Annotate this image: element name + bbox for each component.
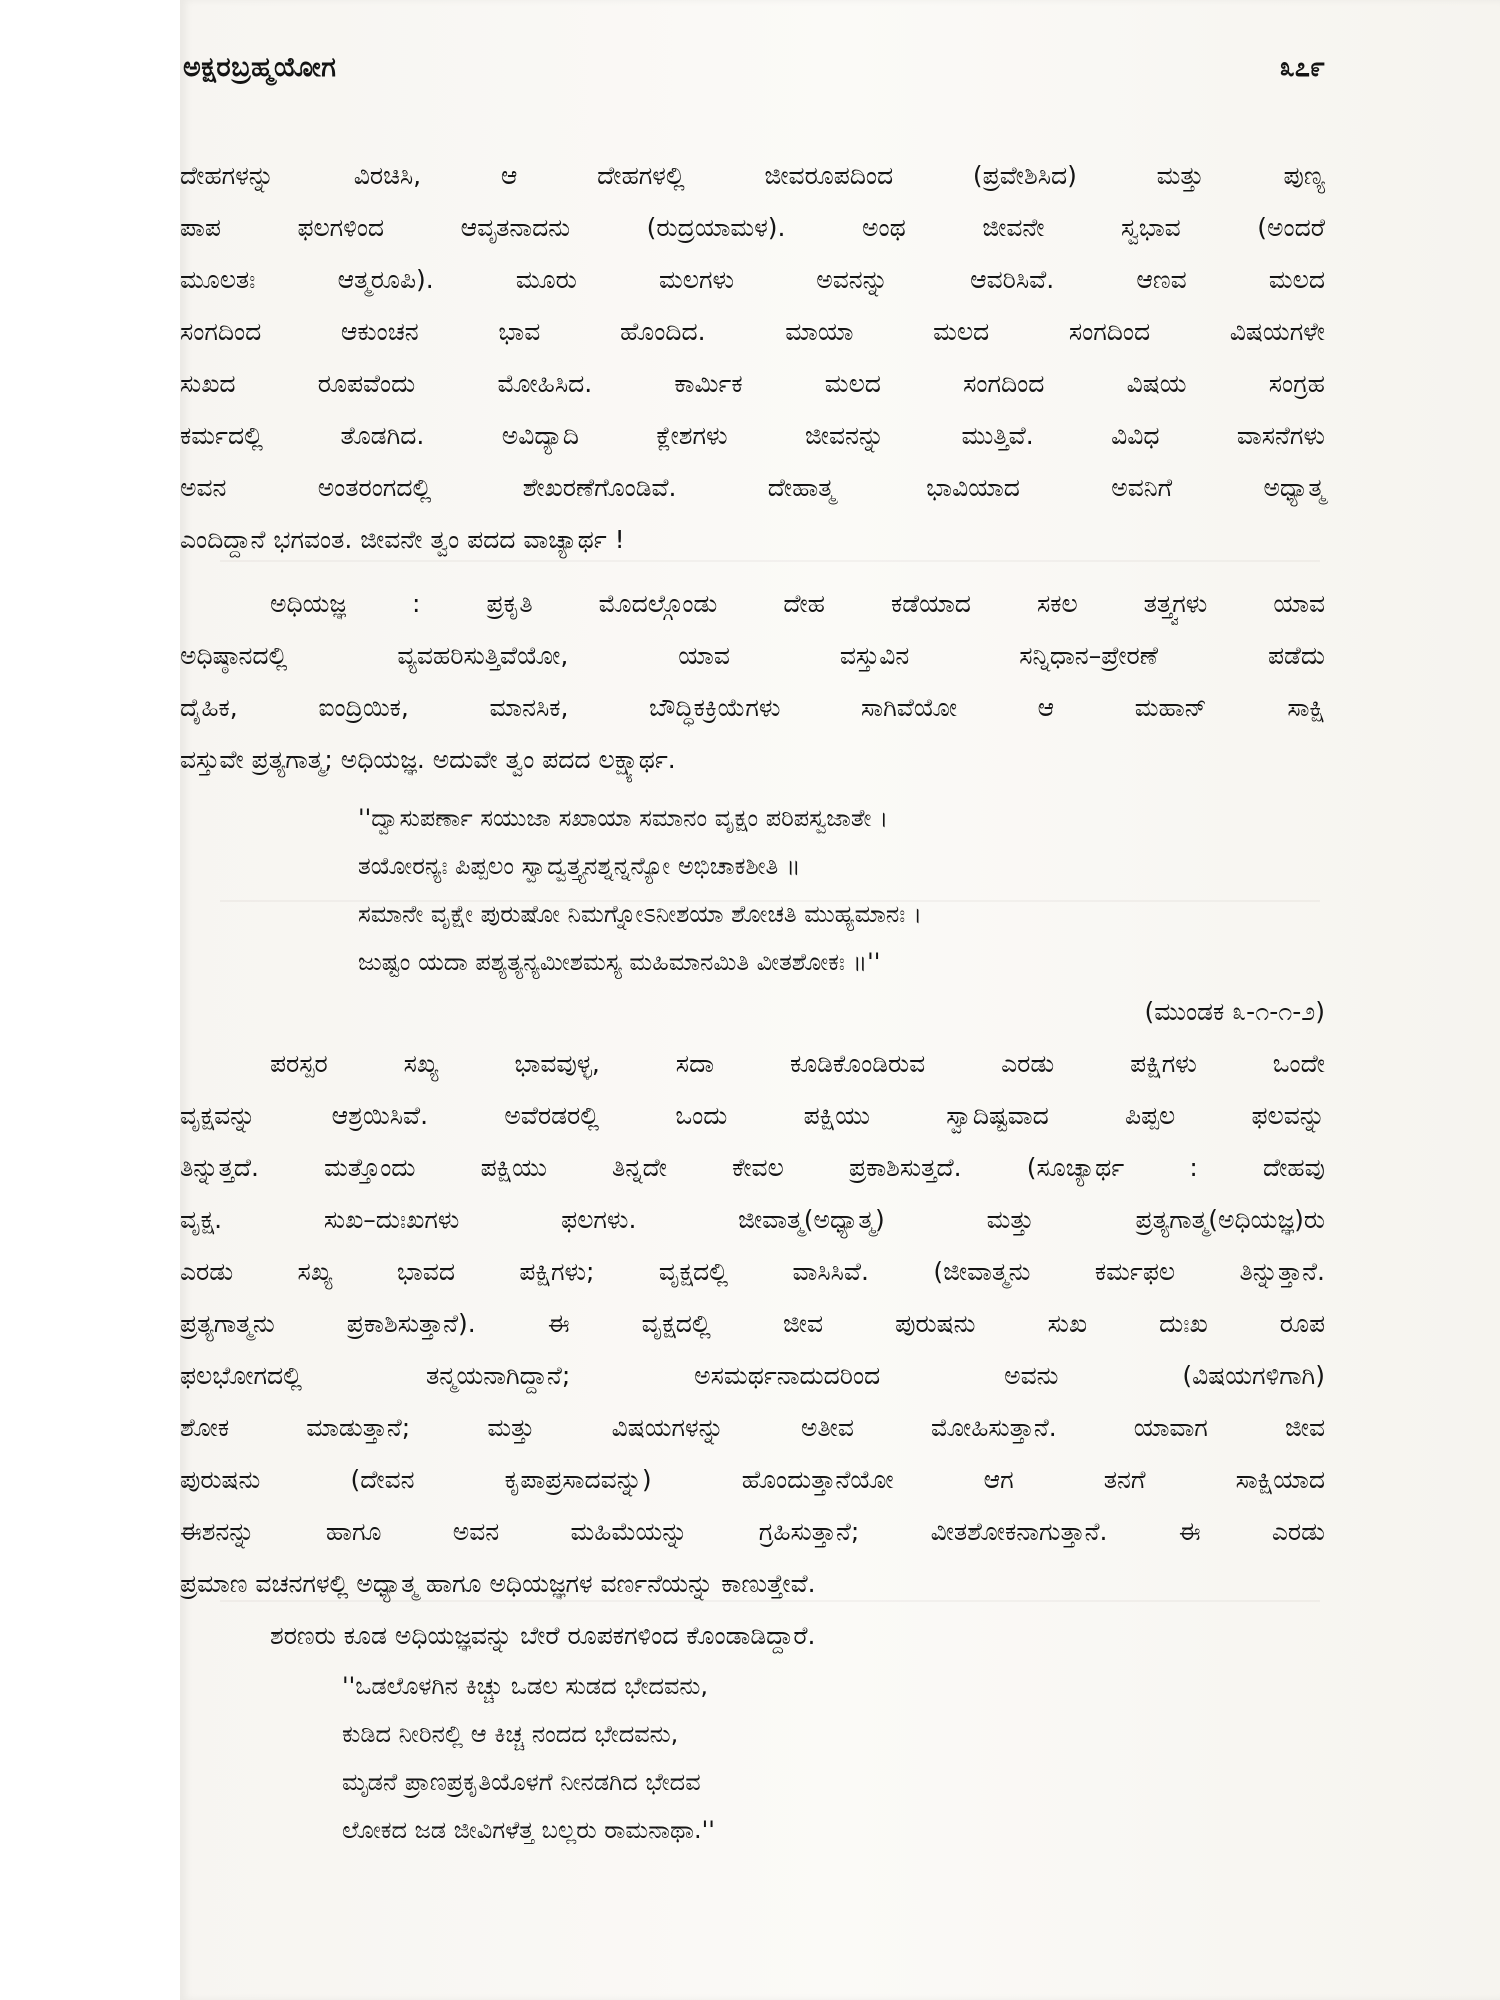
body-text (180, 150, 1325, 1854)
text-line: ಪರಸ್ಪರ ಸಖ್ಯ ಭಾವವುಳ್ಳ, ಸದಾ ಕೂಡಿಕೊಂಡಿರುವ ಎರಡು ಪಕ್ಷಿಗಳು ಒಂದೇ (270, 1049, 1325, 1078)
text-line: ವೃಕ್ಷವನ್ನು ಆಶ್ರಯಿಸಿವೆ. ಅವೆರಡರಲ್ಲಿ ಒಂದು ಪಕ್ಷಿಯು ಸ್ವಾದಿಷ್ಟವಾದ ಪಿಪ್ಪಲ ಫಲವನ್ನು (180, 1101, 1325, 1130)
verse-line: ತಯೋರನ್ಯಃ ಪಿಪ್ಪಲಂ ಸ್ವಾದ್ವತ್ತ್ಯನಶ್ನನ್ನನ್ಯೋ ಅಭಿಚಾಕಶೀತಿ ॥ (358, 852, 801, 880)
text-line: ಎರಡು ಸಖ್ಯ ಭಾವದ ಪಕ್ಷಿಗಳು; ವೃಕ್ಷದಲ್ಲಿ ವಾಸಿಸಿವೆ. (ಜೀವಾತ್ಮನು ಕರ್ಮಫಲ ತಿನ್ನುತ್ತಾನೆ. (180, 1257, 1325, 1286)
text-line: ವಸ್ತುವೇ ಪ್ರತ್ಯಗಾತ್ಮ; ಅಧಿಯಜ್ಞ. ಅದುವೇ ತ್ವಂ ಪದದ ಲಕ್ಷ್ಯಾರ್ಥ. (180, 745, 676, 774)
chapter-title: ಅಕ್ಷರಬ್ರಹ್ಮಯೋಗ (183, 52, 337, 83)
paragraph-3 (180, 1038, 1325, 1610)
text-line: ಪುರುಷನು (ದೇವನ ಕೃಪಾಪ್ರಸಾದವನ್ನು) ಹೊಂದುತ್ತಾನೆಯೋ ಆಗ ತನಗೆ ಸಾಕ್ಷಿಯಾದ (180, 1465, 1325, 1494)
text-line: ಫಲಭೋಗದಲ್ಲಿ ತನ್ಮಯನಾಗಿದ್ದಾನೆ; ಅಸಮರ್ಥನಾದುದರಿಂದ ಅವನು (ವಿಷಯಗಳಿಗಾಗಿ) (180, 1361, 1325, 1390)
paragraph-4 (180, 1610, 1325, 1662)
text-line: ಅವನ ಅಂತರಂಗದಲ್ಲಿ ಶೇಖರಣೆಗೊಂಡಿವೆ. ದೇಹಾತ್ಮ ಭಾವಿಯಾದ ಅವನಿಗೆ ಅಧ್ಯಾತ್ಮ (180, 473, 1325, 502)
verse-line: ಕುಡಿದ ನೀರಿನಲ್ಲಿ ಆ ಕಿಚ್ಚ ನಂದದ ಭೇದವನು, (342, 1720, 679, 1748)
text-line: ತಿನ್ನುತ್ತದೆ. ಮತ್ತೊಂದು ಪಕ್ಷಿಯು ತಿನ್ನದೇ ಕೇವಲ ಪ್ರಕಾಶಿಸುತ್ತದೆ. (ಸೂಚ್ಯಾರ್ಥ : ದೇಹವು (180, 1153, 1325, 1182)
book-page (180, 0, 1500, 2000)
scan-margin (0, 0, 180, 2000)
text-line: ಪ್ರಮಾಣ ವಚನಗಳಲ್ಲಿ ಅಧ್ಯಾತ್ಮ ಹಾಗೂ ಅಧಿಯಜ್ಞಗಳ ವರ್ಣನೆಯನ್ನು ಕಾಣುತ್ತೇವೆ. (180, 1569, 816, 1598)
page-number: ೩೭೯ (1279, 52, 1325, 83)
text-line: ಸಂಗದಿಂದ ಆಕುಂಚನ ಭಾವ ಹೊಂದಿದ. ಮಾಯಾ ಮಲದ ಸಂಗದಿಂದ ವಿಷಯಗಳೇ (180, 317, 1325, 346)
verse-line: ಲೋಕದ ಜಡ ಜೀವಿಗಳೆತ್ತ ಬಲ್ಲರು ರಾಮನಾಥಾ.'' (342, 1816, 715, 1844)
text-line: ಎಂದಿದ್ದಾನೆ ಭಗವಂತ. ಜೀವನೇ ತ್ವಂ ಪದದ ವಾಚ್ಯಾರ್ಥ ! (180, 525, 625, 554)
text-line: ಮೂಲತಃ ಆತ್ಮರೂಪಿ). ಮೂರು ಮಲಗಳು ಅವನನ್ನು ಆವರಿಸಿವೆ. ಆಣವ ಮಲದ (180, 265, 1325, 294)
text-line: ಶೋಕ ಮಾಡುತ್ತಾನೆ; ಮತ್ತು ವಿಷಯಗಳನ್ನು ಅತೀವ ಮೋಹಿಸುತ್ತಾನೆ. ಯಾವಾಗ ಜೀವ (180, 1413, 1325, 1442)
text-line: ವೃಕ್ಷ. ಸುಖ–ದುಃಖಗಳು ಫಲಗಳು. ಜೀವಾತ್ಮ(ಅಧ್ಯಾತ್ಮ) ಮತ್ತು ಪ್ರತ್ಯಗಾತ್ಮ(ಅಧಿಯಜ್ಞ)ರು (180, 1205, 1325, 1234)
verse-line: ಮೃಡನೆ ಪ್ರಾಣಪ್ರಕೃತಿಯೊಳಗೆ ನೀನಡಗಿದ ಭೇದವ (342, 1768, 701, 1796)
text-line: ಪ್ರತ್ಯಗಾತ್ಮನು ಪ್ರಕಾಶಿಸುತ್ತಾನೆ). ಈ ವೃಕ್ಷದಲ್ಲಿ ಜೀವ ಪುರುಷನು ಸುಖ ದುಃಖ ರೂಪ (180, 1309, 1325, 1338)
verse-block-2 (180, 1662, 1325, 1854)
running-header (183, 52, 1325, 92)
text-line: ದೈಹಿಕ, ಐಂದ್ರಿಯಿಕ, ಮಾನಸಿಕ, ಬೌದ್ಧಿಕಕ್ರಿಯೆಗಳು ಸಾಗಿವೆಯೋ ಆ ಮಹಾನ್ ಸಾಕ್ಷಿ (180, 693, 1325, 722)
text-line: ಪಾಪ ಫಲಗಳಿಂದ ಆವೃತನಾದನು (ರುದ್ರಯಾಮಳ). ಅಂಥ ಜೀವನೇ ಸ್ವಭಾವ (ಅಂದರೆ (180, 213, 1325, 242)
verse-block-1 (180, 794, 1325, 1038)
verse-citation: (ಮುಂಡಕ ೩-೧-೧-೨) (1144, 997, 1325, 1026)
text-line: ಸುಖದ ರೂಪವೆಂದು ಮೋಹಿಸಿದ. ಕಾರ್ಮಿಕ ಮಲದ ಸಂಗದಿಂದ ವಿಷಯ ಸಂಗ್ರಹ (180, 369, 1325, 398)
text-line: ದೇಹಗಳನ್ನು ವಿರಚಿಸಿ, ಆ ದೇಹಗಳಲ್ಲಿ ಜೀವರೂಪದಿಂದ (ಪ್ರವೇಶಿಸಿದ) ಮತ್ತು ಪುಣ್ಯ (180, 161, 1325, 190)
text-line: ಅಧಿಯಜ್ಞ : ಪ್ರಕೃತಿ ಮೊದಲ್ಗೊಂಡು ದೇಹ ಕಡೆಯಾದ ಸಕಲ ತತ್ತ್ವಗಳು ಯಾವ (270, 589, 1325, 618)
text-line: ಅಧಿಷ್ಠಾನದಲ್ಲಿ ವ್ಯವಹರಿಸುತ್ತಿವೆಯೋ, ಯಾವ ವಸ್ತುವಿನ ಸನ್ನಿಧಾನ–ಪ್ರೇರಣೆ ಪಡೆದು (180, 641, 1325, 670)
verse-line: ''ದ್ವಾಸುಪರ್ಣಾ ಸಯುಜಾ ಸಖಾಯಾ ಸಮಾನಂ ವೃಕ್ಷಂ ಪರಿಪಸ್ವಜಾತೇ । (358, 804, 889, 832)
verse-line: ''ಒಡಲೊಳಗಿನ ಕಿಚ್ಚು ಒಡಲ ಸುಡದ ಭೇದವನು, (342, 1672, 709, 1700)
paragraph-2 (180, 578, 1325, 786)
paragraph-1 (180, 150, 1325, 566)
text-line: ಶರಣರು ಕೂಡ ಅಧಿಯಜ್ಞವನ್ನು ಬೇರೆ ರೂಪಕಗಳಿಂದ ಕೊಂಡಾಡಿದ್ದಾರೆ. (270, 1621, 816, 1650)
verse-line: ಸಮಾನೇ ವೃಕ್ಷೇ ಪುರುಷೋ ನಿಮಗ್ನೋಽನೀಶಯಾ ಶೋಚತಿ ಮುಹ್ಯಮಾನಃ । (358, 900, 922, 928)
verse-line: ಜುಷ್ಟಂ ಯದಾ ಪಶ್ಯತ್ಯನ್ಯಮೀಶಮಸ್ಯ ಮಹಿಮಾನಮಿತಿ ವೀತಶೋಕಃ ॥'' (358, 948, 881, 976)
text-line: ಕರ್ಮದಲ್ಲಿ ತೊಡಗಿದ. ಅವಿದ್ಯಾದಿ ಕ್ಲೇಶಗಳು ಜೀವನನ್ನು ಮುತ್ತಿವೆ. ವಿವಿಧ ವಾಸನೆಗಳು (180, 421, 1325, 450)
text-line: ಈಶನನ್ನು ಹಾಗೂ ಅವನ ಮಹಿಮೆಯನ್ನು ಗ್ರಹಿಸುತ್ತಾನೆ; ವೀತಶೋಕನಾಗುತ್ತಾನೆ. ಈ ಎರಡು (180, 1517, 1325, 1546)
